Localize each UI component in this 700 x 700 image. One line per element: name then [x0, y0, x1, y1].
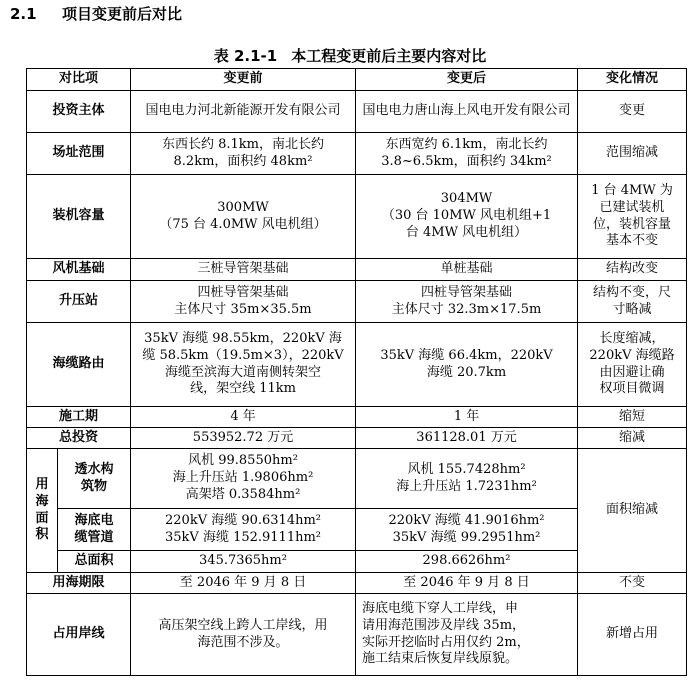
cell-after: 海底电缆下穿人工岸线，申 请用海范围涉及岸线 35m， 实际开挖临时占用仅约 2m， 施工结束后恢复岸线原貌。 [356, 594, 578, 676]
table-number: 表 2.1-1 [213, 47, 278, 65]
sea-area-group-label: 用 海 面 积 [27, 449, 58, 573]
cell-before: 220kV 海缆 90.6314hm² 35kV 海缆 152.9111hm² [131, 509, 356, 551]
cell-change: 长度缩减， 220kV 海缆路 由因避让确 权项目微调 [578, 323, 687, 407]
cell-after: 1 年 [356, 407, 578, 428]
cell-after: 四桩导管架基础 主体尺寸 32.3m×17.5m [356, 281, 578, 323]
comparison-table [26, 68, 687, 676]
table-row [27, 133, 687, 175]
row-label: 用海期限 [27, 573, 131, 594]
cell-change: 新增占用 [578, 594, 687, 676]
row-label: 总投资 [27, 428, 131, 449]
cell-change: 变更 [578, 91, 687, 133]
cell-before: 553952.72 万元 [131, 428, 356, 449]
table-title: 本工程变更前后主要内容对比 [291, 47, 487, 65]
table-row [27, 594, 687, 676]
row-label: 占用岸线 [27, 594, 131, 676]
cell-before: 至 2046 年 9 月 8 日 [131, 573, 356, 594]
table-row [27, 573, 687, 594]
cell-change: 缩减 [578, 428, 687, 449]
cell-after: 至 2046 年 9 月 8 日 [356, 573, 578, 594]
cell-after: 298.6626hm² [356, 551, 578, 573]
cell-after: 220kV 海缆 41.9016hm² 35kV 海缆 99.2951hm² [356, 509, 578, 551]
cell-change: 1 台 4MW 为 已建试装机 位，装机容量 基本不变 [578, 175, 687, 259]
header-after: 变更后 [356, 69, 578, 91]
row-label: 透水构 筑物 [58, 449, 131, 509]
section-title: 项目变更前后对比 [62, 5, 183, 23]
cell-before: 风机 99.8550hm² 海上升压站 1.9806hm² 高架塔 0.3584hm² [131, 449, 356, 509]
table-row [27, 259, 687, 281]
header-change: 变化情况 [578, 69, 687, 91]
table-row [27, 323, 687, 407]
cell-before: 35kV 海缆 98.55km，220kV 海 缆 58.5km（19.5m×3），220kV 海缆至滨海大道南侧转架空 线，架空线 11km [131, 323, 356, 407]
cell-after: 国电电力唐山海上风电开发有限公司 [356, 91, 578, 133]
cell-after: 35kV 海缆 66.4km，220kV 海缆 20.7km [356, 323, 578, 407]
table-row [27, 281, 687, 323]
section-heading [10, 3, 182, 24]
cell-before: 高压架空线上跨人工岸线，用 海范围不涉及。 [131, 594, 356, 676]
table-row [27, 428, 687, 449]
cell-after: 风机 155.7428hm² 海上升压站 1.7231hm² [356, 449, 578, 509]
row-label: 场址范围 [27, 133, 131, 175]
row-label: 升压站 [27, 281, 131, 323]
row-label: 海缆路由 [27, 323, 131, 407]
table-row [27, 449, 687, 509]
table-header-row [27, 69, 687, 91]
cell-change: 面积缩减 [578, 449, 687, 573]
cell-change: 范围缩减 [578, 133, 687, 175]
cell-before: 东西长约 8.1km，南北长约 8.2km，面积约 48km² [131, 133, 356, 175]
cell-after: 304MW （30 台 10MW 风电机组+1 台 4MW 风电机组） [356, 175, 578, 259]
table-row [27, 91, 687, 133]
table-row [27, 407, 687, 428]
cell-before: 国电电力河北新能源开发有限公司 [131, 91, 356, 133]
row-label: 海底电 缆管道 [58, 509, 131, 551]
row-label: 总面积 [58, 551, 131, 573]
cell-before: 三桩导管架基础 [131, 259, 356, 281]
cell-change: 结构不变，尺 寸略减 [578, 281, 687, 323]
row-label: 装机容量 [27, 175, 131, 259]
row-label: 风机基础 [27, 259, 131, 281]
header-before: 变更前 [131, 69, 356, 91]
cell-before: 4 年 [131, 407, 356, 428]
cell-change: 缩短 [578, 407, 687, 428]
cell-after: 单桩基础 [356, 259, 578, 281]
cell-after: 东西宽约 6.1km，南北长约 3.8~6.5km，面积约 34km² [356, 133, 578, 175]
cell-before: 345.7365hm² [131, 551, 356, 573]
row-label: 施工期 [27, 407, 131, 428]
cell-change: 结构改变 [578, 259, 687, 281]
table-row [27, 175, 687, 259]
cell-before: 300MW （75 台 4.0MW 风电机组） [131, 175, 356, 259]
table-caption [0, 45, 700, 66]
cell-after: 361128.01 万元 [356, 428, 578, 449]
section-number: 2.1 [10, 5, 37, 23]
cell-change: 不变 [578, 573, 687, 594]
row-label: 投资主体 [27, 91, 131, 133]
header-item: 对比项 [27, 69, 131, 91]
cell-before: 四桩导管架基础 主体尺寸 35m×35.5m [131, 281, 356, 323]
